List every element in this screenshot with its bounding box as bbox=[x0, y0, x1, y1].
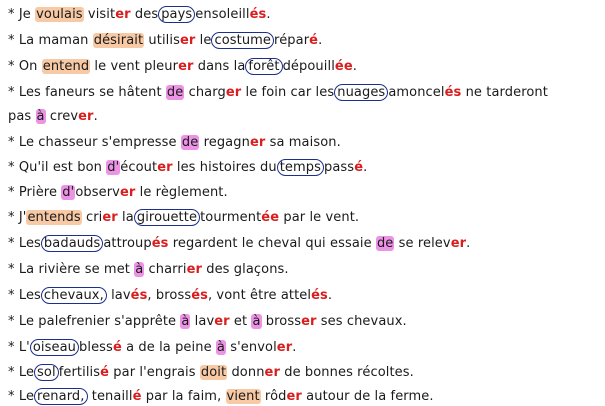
text-segment: tourment bbox=[200, 210, 262, 225]
text-segment: les histoires du bbox=[172, 160, 277, 175]
ending-highlight: er bbox=[225, 85, 242, 100]
sentence-11 bbox=[8, 288, 332, 304]
text-segment: de bonnes récoltes. bbox=[279, 365, 414, 380]
preposition-highlight: de bbox=[376, 236, 394, 251]
preposition-highlight: de bbox=[166, 85, 184, 100]
ending-highlight: é bbox=[309, 33, 319, 48]
ending-highlight: é bbox=[354, 160, 364, 175]
ending-highlight: er bbox=[186, 262, 202, 277]
text-segment: . bbox=[318, 33, 323, 48]
text-segment: . bbox=[352, 59, 357, 74]
text-segment: * Je bbox=[8, 7, 36, 22]
text-segment: a de la peine bbox=[121, 340, 216, 355]
text-segment: le bbox=[195, 33, 212, 48]
sentence-1 bbox=[8, 7, 271, 23]
text-segment: * J' bbox=[8, 210, 27, 225]
text-segment: autour de la ferme. bbox=[301, 389, 434, 404]
ending-highlight: er bbox=[286, 389, 302, 404]
text-segment: s'envol bbox=[226, 340, 277, 355]
sentence-13 bbox=[8, 340, 296, 356]
text-segment: le règlement. bbox=[135, 185, 228, 200]
ending-highlight: ée bbox=[334, 59, 353, 74]
text-segment: sa maison. bbox=[265, 135, 341, 150]
sentence-15 bbox=[8, 389, 434, 405]
text-segment: , bross bbox=[147, 288, 192, 303]
text-segment: * Le chasseur s'empresse bbox=[8, 135, 181, 150]
text-segment: * Prière bbox=[8, 185, 62, 200]
text-segment: * Qu'il est bon bbox=[8, 160, 107, 175]
verb-highlight: désirait bbox=[93, 33, 144, 48]
text-segment: lav bbox=[190, 314, 215, 329]
text-segment: * Les bbox=[8, 236, 41, 251]
ending-highlight: er bbox=[178, 59, 194, 74]
verb-highlight: vient bbox=[226, 389, 260, 404]
text-segment: ensoleill bbox=[195, 7, 250, 22]
ending-highlight: és bbox=[311, 288, 328, 303]
preposition-highlight: d' bbox=[107, 160, 120, 175]
text-segment: dans la bbox=[193, 59, 246, 74]
sentence-14 bbox=[8, 365, 414, 381]
text-segment: tenaill bbox=[87, 389, 133, 404]
sentence-6 bbox=[8, 160, 367, 176]
text-segment: crev bbox=[45, 109, 79, 124]
text-segment: par le vent. bbox=[279, 210, 360, 225]
circled-noun: temps bbox=[277, 159, 324, 176]
text-segment: et bbox=[229, 314, 252, 329]
text-segment: cri bbox=[81, 210, 103, 225]
text-segment: . bbox=[266, 7, 271, 22]
text-segment: pass bbox=[324, 160, 355, 175]
text-segment: bless bbox=[79, 340, 113, 355]
preposition-highlight: à bbox=[252, 314, 261, 329]
text-segment: rôd bbox=[260, 389, 287, 404]
circled-noun: girouette bbox=[134, 209, 200, 226]
ending-highlight: er bbox=[450, 236, 467, 251]
circled-noun: sol bbox=[34, 364, 59, 381]
ending-highlight: é bbox=[132, 389, 142, 404]
ending-highlight: é bbox=[112, 340, 122, 355]
text-segment: * La rivière se met bbox=[8, 262, 135, 277]
preposition-highlight: d' bbox=[62, 185, 75, 200]
text-segment: dépouill bbox=[282, 59, 335, 74]
sentence-3 bbox=[8, 59, 357, 75]
preposition-highlight: de bbox=[181, 135, 199, 150]
text-segment: charg bbox=[184, 85, 226, 100]
text-segment: , vont être attel bbox=[207, 288, 312, 303]
text-segment: par l'engrais bbox=[109, 365, 200, 380]
preposition-highlight: à bbox=[36, 109, 45, 124]
ending-highlight: é bbox=[100, 365, 110, 380]
sentence-2 bbox=[8, 33, 322, 49]
sentence-10 bbox=[8, 262, 289, 278]
text-segment: attroup bbox=[103, 236, 152, 251]
sentence-4 bbox=[8, 85, 548, 101]
ending-highlight: er bbox=[264, 365, 280, 380]
text-segment: se relev bbox=[394, 236, 451, 251]
text-segment: lav bbox=[106, 288, 131, 303]
text-segment: ne tarderont bbox=[461, 85, 548, 100]
ending-highlight: er bbox=[157, 160, 173, 175]
verb-highlight: doit bbox=[200, 365, 227, 380]
text-segment: écout bbox=[120, 160, 158, 175]
circled-noun: nuages bbox=[334, 84, 388, 101]
text-segment: pas bbox=[8, 109, 36, 124]
circled-noun: renard, bbox=[34, 388, 87, 405]
ending-highlight: er bbox=[102, 210, 118, 225]
ending-highlight: er bbox=[119, 185, 136, 200]
sentence-7 bbox=[8, 185, 228, 201]
preposition-highlight: à bbox=[135, 262, 144, 277]
text-segment: ses chevaux. bbox=[316, 314, 407, 329]
text-segment: charri bbox=[144, 262, 187, 277]
sentence-12 bbox=[8, 314, 407, 330]
text-segment: * Le bbox=[8, 389, 35, 404]
circled-noun: pays bbox=[158, 6, 195, 23]
text-segment: répar bbox=[274, 33, 310, 48]
ending-highlight: és bbox=[191, 288, 208, 303]
sentence-8 bbox=[8, 210, 359, 226]
text-segment: donn bbox=[227, 365, 265, 380]
text-segment: . bbox=[327, 288, 333, 303]
circled-noun: oiseau bbox=[30, 339, 79, 356]
ending-highlight: er bbox=[249, 135, 266, 150]
text-segment: par la faim, bbox=[141, 389, 226, 404]
text-segment: des glaçons. bbox=[202, 262, 289, 277]
text-segment: . bbox=[93, 109, 98, 124]
ending-highlight: és bbox=[151, 236, 169, 251]
text-segment: * Le bbox=[8, 365, 35, 380]
sentence-9 bbox=[8, 236, 470, 252]
ending-highlight: er bbox=[179, 33, 196, 48]
ending-highlight: er bbox=[301, 314, 317, 329]
preposition-highlight: à bbox=[216, 340, 225, 355]
ending-highlight: er bbox=[115, 7, 131, 22]
ending-highlight: és bbox=[444, 85, 462, 100]
preposition-highlight: à bbox=[181, 314, 190, 329]
ending-highlight: és bbox=[249, 7, 267, 22]
ending-highlight: és bbox=[130, 288, 148, 303]
text-segment: observ bbox=[75, 185, 120, 200]
circled-noun: chevaux, bbox=[41, 287, 107, 304]
text-segment: regagn bbox=[199, 135, 250, 150]
text-segment: le foin car les bbox=[241, 85, 335, 100]
verb-highlight: entends bbox=[27, 210, 81, 225]
ending-highlight: ée bbox=[261, 210, 280, 225]
circled-noun: forêt bbox=[245, 58, 282, 75]
text-segment: bross bbox=[261, 314, 302, 329]
text-segment: * On bbox=[8, 59, 42, 74]
text-segment: des bbox=[130, 7, 159, 22]
text-segment: . bbox=[363, 160, 368, 175]
text-segment: amoncel bbox=[388, 85, 445, 100]
text-segment: le vent pleur bbox=[90, 59, 179, 74]
text-segment: . bbox=[466, 236, 471, 251]
text-segment: la bbox=[117, 210, 134, 225]
circled-noun: costume bbox=[211, 32, 274, 49]
verb-highlight: entend bbox=[42, 59, 90, 74]
text-segment: * Les faneurs se hâtent bbox=[8, 85, 166, 100]
text-segment: * Le palefrenier s'apprête bbox=[8, 314, 181, 329]
text-segment: utilis bbox=[144, 33, 180, 48]
text-segment: . bbox=[292, 340, 297, 355]
ending-highlight: er bbox=[78, 109, 94, 124]
ending-highlight: er bbox=[214, 314, 230, 329]
text-segment: regardent le cheval qui essaie bbox=[168, 236, 376, 251]
sentence-5 bbox=[8, 135, 341, 151]
text-segment: * La maman bbox=[8, 33, 93, 48]
circled-noun: badauds bbox=[41, 235, 103, 252]
text-segment: visit bbox=[83, 7, 116, 22]
ending-highlight: er bbox=[276, 340, 293, 355]
verb-highlight: voulais bbox=[36, 7, 83, 22]
text-segment: * Les bbox=[8, 288, 41, 303]
text-segment: * L' bbox=[8, 340, 30, 355]
sentence-4-continued bbox=[8, 109, 98, 125]
text-segment: fertilis bbox=[58, 365, 101, 380]
